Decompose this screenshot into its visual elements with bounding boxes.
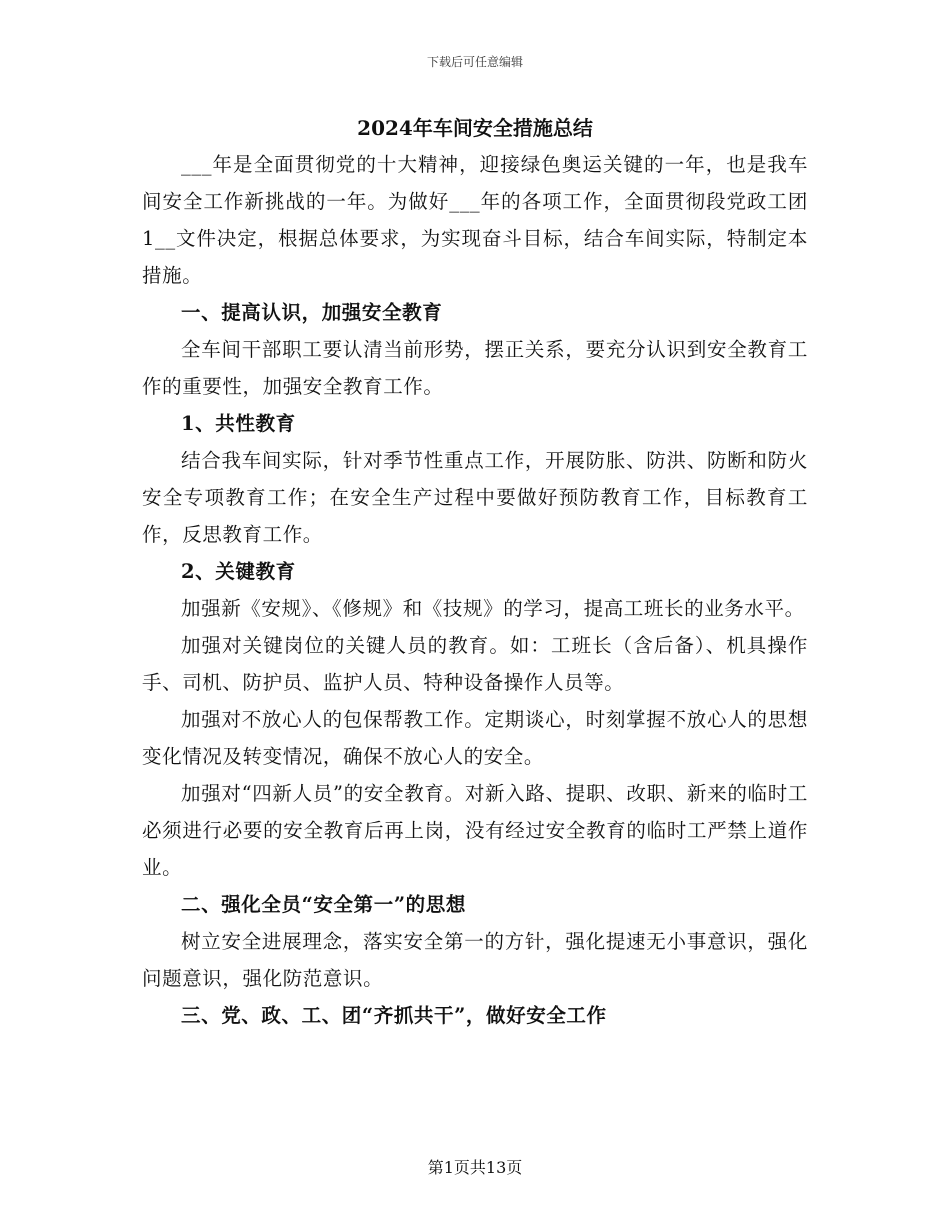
body-paragraph: 树立安全进展理念，落实安全第一的方针，强化提速无小事意识，强化问题意识，强化防范意识。 <box>142 930 808 990</box>
body-paragraph: 加强新《安规》、《修规》和《技规》的学习，提高工班长的业务水平。 <box>181 597 805 620</box>
body-paragraph: 结合我车间实际，针对季节性重点工作，开展防胀、防洪、防断和防火安全专项教育工作；在安全生产过程中要做好预防教育工作，目标教育工作，反思教育工作。 <box>142 449 808 546</box>
body-paragraph: 加强对关键岗位的关键人员的教育。如：工班长（含后备）、机具操作手、司机、防护员、监护人员、特种设备操作人员等。 <box>142 634 808 694</box>
section-heading: 二、强化全员“安全第一”的思想 <box>181 893 466 916</box>
section-heading: 三、党、政、工、团“齐抓共干”，做好安全工作 <box>181 1004 607 1027</box>
section-heading: 1、共性教育 <box>181 412 296 435</box>
body-paragraph: 加强对“四新人员”的安全教育。对新入路、提职、改职、新来的临时工必须进行必要的安全教育后再上岗，没有经过安全教育的临时工严禁上道作业。 <box>142 782 808 879</box>
document-title: 2024年车间安全措施总结 <box>357 116 593 140</box>
page-footer: 第1页共13页 <box>427 1158 523 1177</box>
document-blocks <box>142 146 808 1034</box>
header-note: 下载后可任意编辑 <box>426 55 523 69</box>
body-paragraph: ___年是全面贯彻党的十大精神，迎接绿色奥运关键的一年，也是我车间安全工作新挑战的一年。为做好___年的各项工作，全面贯彻段党政工团1__文件决定，根据总体要求，为实现奋斗目标，结合车间实际，特制定本措施。 <box>142 153 808 287</box>
section-heading: 2、关键教育 <box>181 560 296 583</box>
section-heading: 一、提高认识，加强安全教育 <box>181 301 443 324</box>
document-body <box>142 110 808 1034</box>
body-paragraph: 加强对不放心人的包保帮教工作。定期谈心，时刻掌握不放心人的思想变化情况及转变情况，确保不放心人的安全。 <box>142 708 808 768</box>
body-paragraph: 全车间干部职工要认清当前形势，摆正关系，要充分认识到安全教育工作的重要性，加强安全教育工作。 <box>142 338 808 398</box>
